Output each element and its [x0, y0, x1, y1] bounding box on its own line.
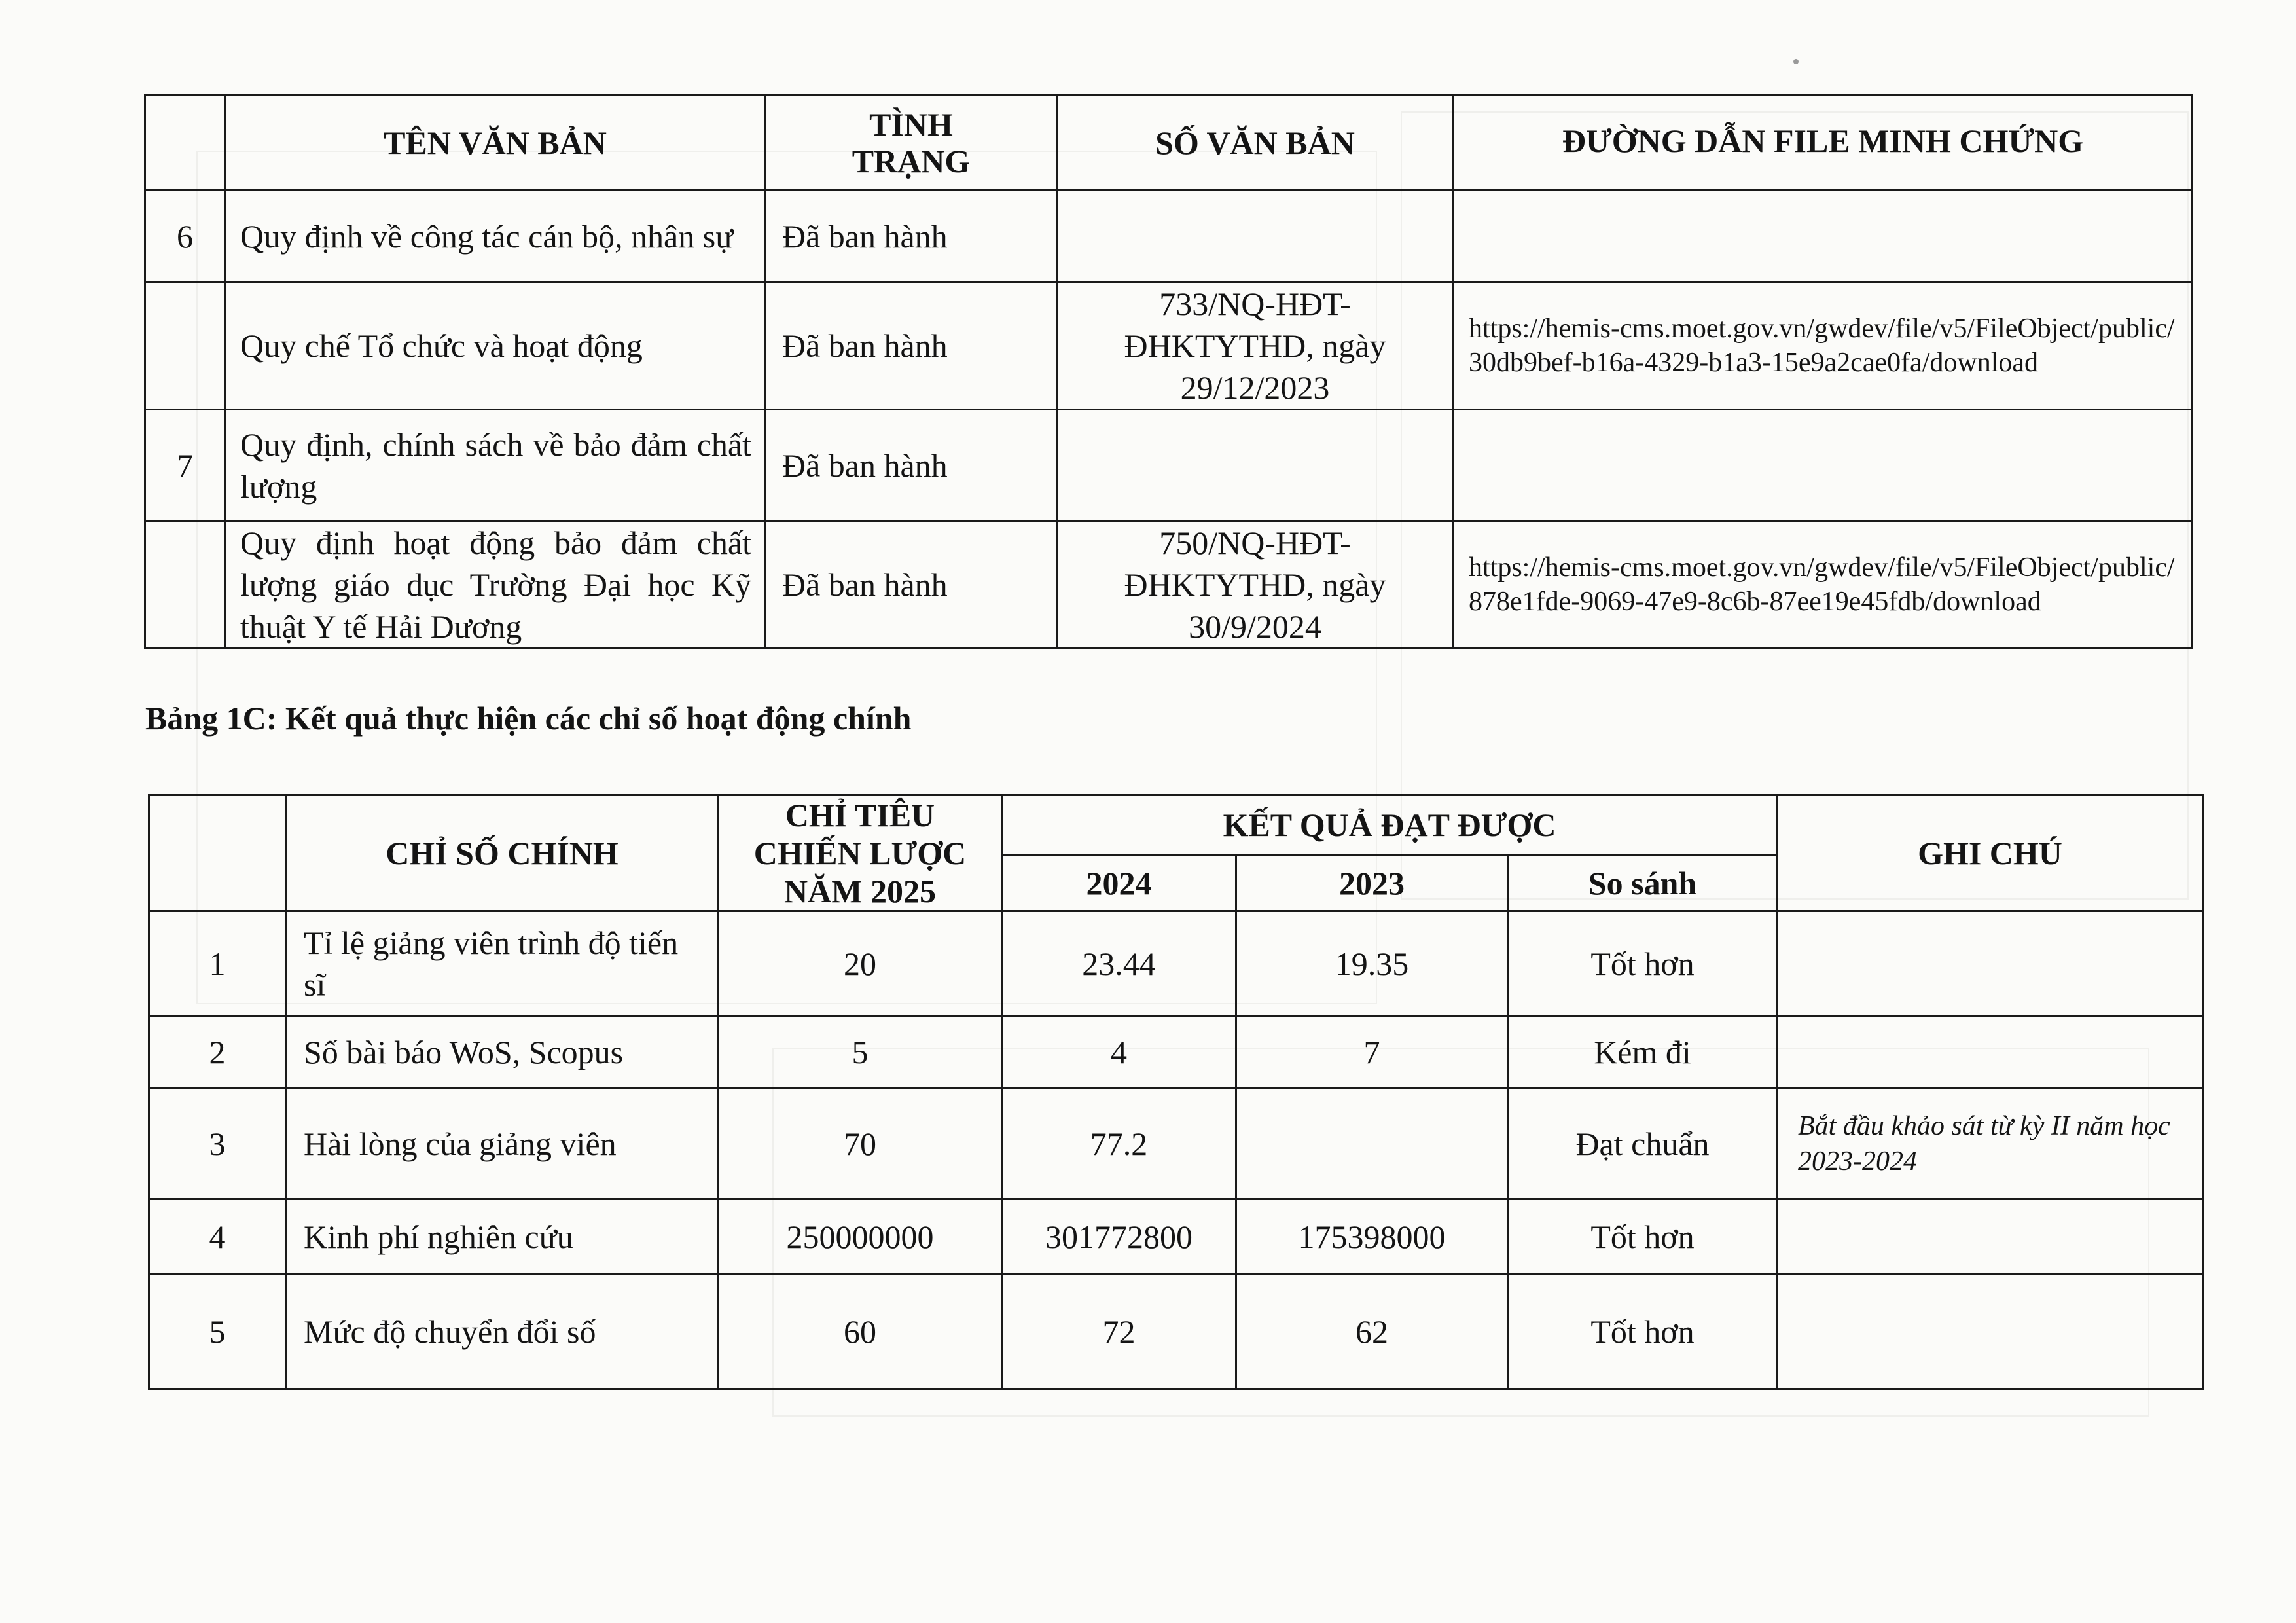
result-2024: 4	[1002, 1016, 1236, 1088]
document-name: Quy định về công tác cán bộ, nhân sự	[225, 191, 766, 282]
header-results: KẾT QUẢ ĐẠT ĐƯỢC	[1002, 795, 1778, 855]
row-number: 7	[145, 410, 225, 521]
note	[1778, 1016, 2203, 1088]
row-number	[145, 282, 225, 410]
result-2024: 77.2	[1002, 1088, 1236, 1199]
document-status: Đã ban hành	[766, 191, 1057, 282]
header-doc-number: SỐ VĂN BẢN	[1057, 96, 1454, 191]
result-2023: 7	[1236, 1016, 1508, 1088]
document-number: 750/NQ-HĐT-ĐHKTYTHD, ngày 30/9/2024	[1057, 521, 1454, 649]
document-number	[1057, 410, 1454, 521]
evidence-link[interactable]: https://hemis-cms.moet.gov.vn/gwdev/file/v5/FileObject/public/878e1fde-9069-47e9-8c6b-87ee19e45fdb/download	[1454, 521, 2193, 649]
document-status: Đã ban hành	[766, 410, 1057, 521]
header-indicator: CHỈ SỐ CHÍNH	[286, 795, 719, 911]
result-2024: 301772800	[1002, 1199, 1236, 1275]
row-number: 6	[145, 191, 225, 282]
scan-speck	[1793, 59, 1799, 64]
table-row	[145, 410, 2193, 521]
row-number: 1	[149, 911, 286, 1016]
indicator-name: Số bài báo WoS, Scopus	[286, 1016, 719, 1088]
evidence-link[interactable]	[1454, 410, 2193, 521]
kpi-table	[148, 794, 2204, 1390]
result-2023: 19.35	[1236, 911, 1508, 1016]
comparison: Đạt chuẩn	[1508, 1088, 1778, 1199]
table-row	[149, 911, 2203, 1016]
note	[1778, 1275, 2203, 1389]
document-number	[1057, 191, 1454, 282]
result-2023: 175398000	[1236, 1199, 1508, 1275]
header-name: TÊN VĂN BẢN	[225, 96, 766, 191]
table-row	[145, 282, 2193, 410]
indicator-name: Kinh phí nghiên cứu	[286, 1199, 719, 1275]
row-number: 3	[149, 1088, 286, 1199]
table-row	[145, 191, 2193, 282]
target-value: 20	[719, 911, 1002, 1016]
section-title: Bảng 1C: Kết quả thực hiện các chỉ số hoạt động chính	[145, 700, 912, 737]
result-2024: 72	[1002, 1275, 1236, 1389]
document-name: Quy định hoạt động bảo đảm chất lượng giáo dục Trường Đại học Kỹ thuật Y tế Hải Dương	[225, 521, 766, 649]
comparison: Kém đi	[1508, 1016, 1778, 1088]
evidence-link[interactable]	[1454, 191, 2193, 282]
document-status: Đã ban hành	[766, 282, 1057, 410]
table-row	[149, 1199, 2203, 1275]
kpi-header-row	[149, 795, 2203, 855]
target-value: 250000000	[719, 1199, 1002, 1275]
document-number: 733/NQ-HĐT-ĐHKTYTHD, ngày 29/12/2023	[1057, 282, 1454, 410]
comparison: Tốt hơn	[1508, 911, 1778, 1016]
header-compare: So sánh	[1508, 855, 1778, 911]
table-row	[149, 1016, 2203, 1088]
note: Bắt đầu khảo sát từ kỳ II năm học 2023-2024	[1778, 1088, 2203, 1199]
header-target: CHỈ TIÊU CHIẾN LƯỢC NĂM 2025	[719, 795, 1002, 911]
evidence-link[interactable]: https://hemis-cms.moet.gov.vn/gwdev/file/v5/FileObject/public/30db9bef-b16a-4329-b1a3-15e9a2cae0fa/download	[1454, 282, 2193, 410]
result-2023	[1236, 1088, 1508, 1199]
indicator-name: Tỉ lệ giảng viên trình độ tiến sĩ	[286, 911, 719, 1016]
target-value: 70	[719, 1088, 1002, 1199]
target-value: 5	[719, 1016, 1002, 1088]
note	[1778, 911, 2203, 1016]
header-num	[149, 795, 286, 911]
header-num	[145, 96, 225, 191]
target-value: 60	[719, 1275, 1002, 1389]
indicator-name: Hài lòng của giảng viên	[286, 1088, 719, 1199]
header-year-2024: 2024	[1002, 855, 1236, 911]
result-2023: 62	[1236, 1275, 1508, 1389]
indicator-name: Mức độ chuyển đổi số	[286, 1275, 719, 1389]
header-note: GHI CHÚ	[1778, 795, 2203, 911]
comparison: Tốt hơn	[1508, 1199, 1778, 1275]
header-link: ĐƯỜNG DẪN FILE MINH CHỨNG	[1454, 96, 2193, 191]
row-number: 5	[149, 1275, 286, 1389]
table-row	[149, 1275, 2203, 1389]
row-number: 4	[149, 1199, 286, 1275]
document-name: Quy định, chính sách về bảo đảm chất lượng	[225, 410, 766, 521]
note	[1778, 1199, 2203, 1275]
row-number	[145, 521, 225, 649]
table-row	[145, 521, 2193, 649]
result-2024: 23.44	[1002, 911, 1236, 1016]
documents-table	[144, 94, 2193, 649]
header-year-2023: 2023	[1236, 855, 1508, 911]
document-status: Đã ban hành	[766, 521, 1057, 649]
comparison: Tốt hơn	[1508, 1275, 1778, 1389]
row-number: 2	[149, 1016, 286, 1088]
document-name: Quy chế Tổ chức và hoạt động	[225, 282, 766, 410]
header-status: TÌNH TRẠNG	[766, 96, 1057, 191]
documents-header-row	[145, 96, 2193, 191]
table-row	[149, 1088, 2203, 1199]
